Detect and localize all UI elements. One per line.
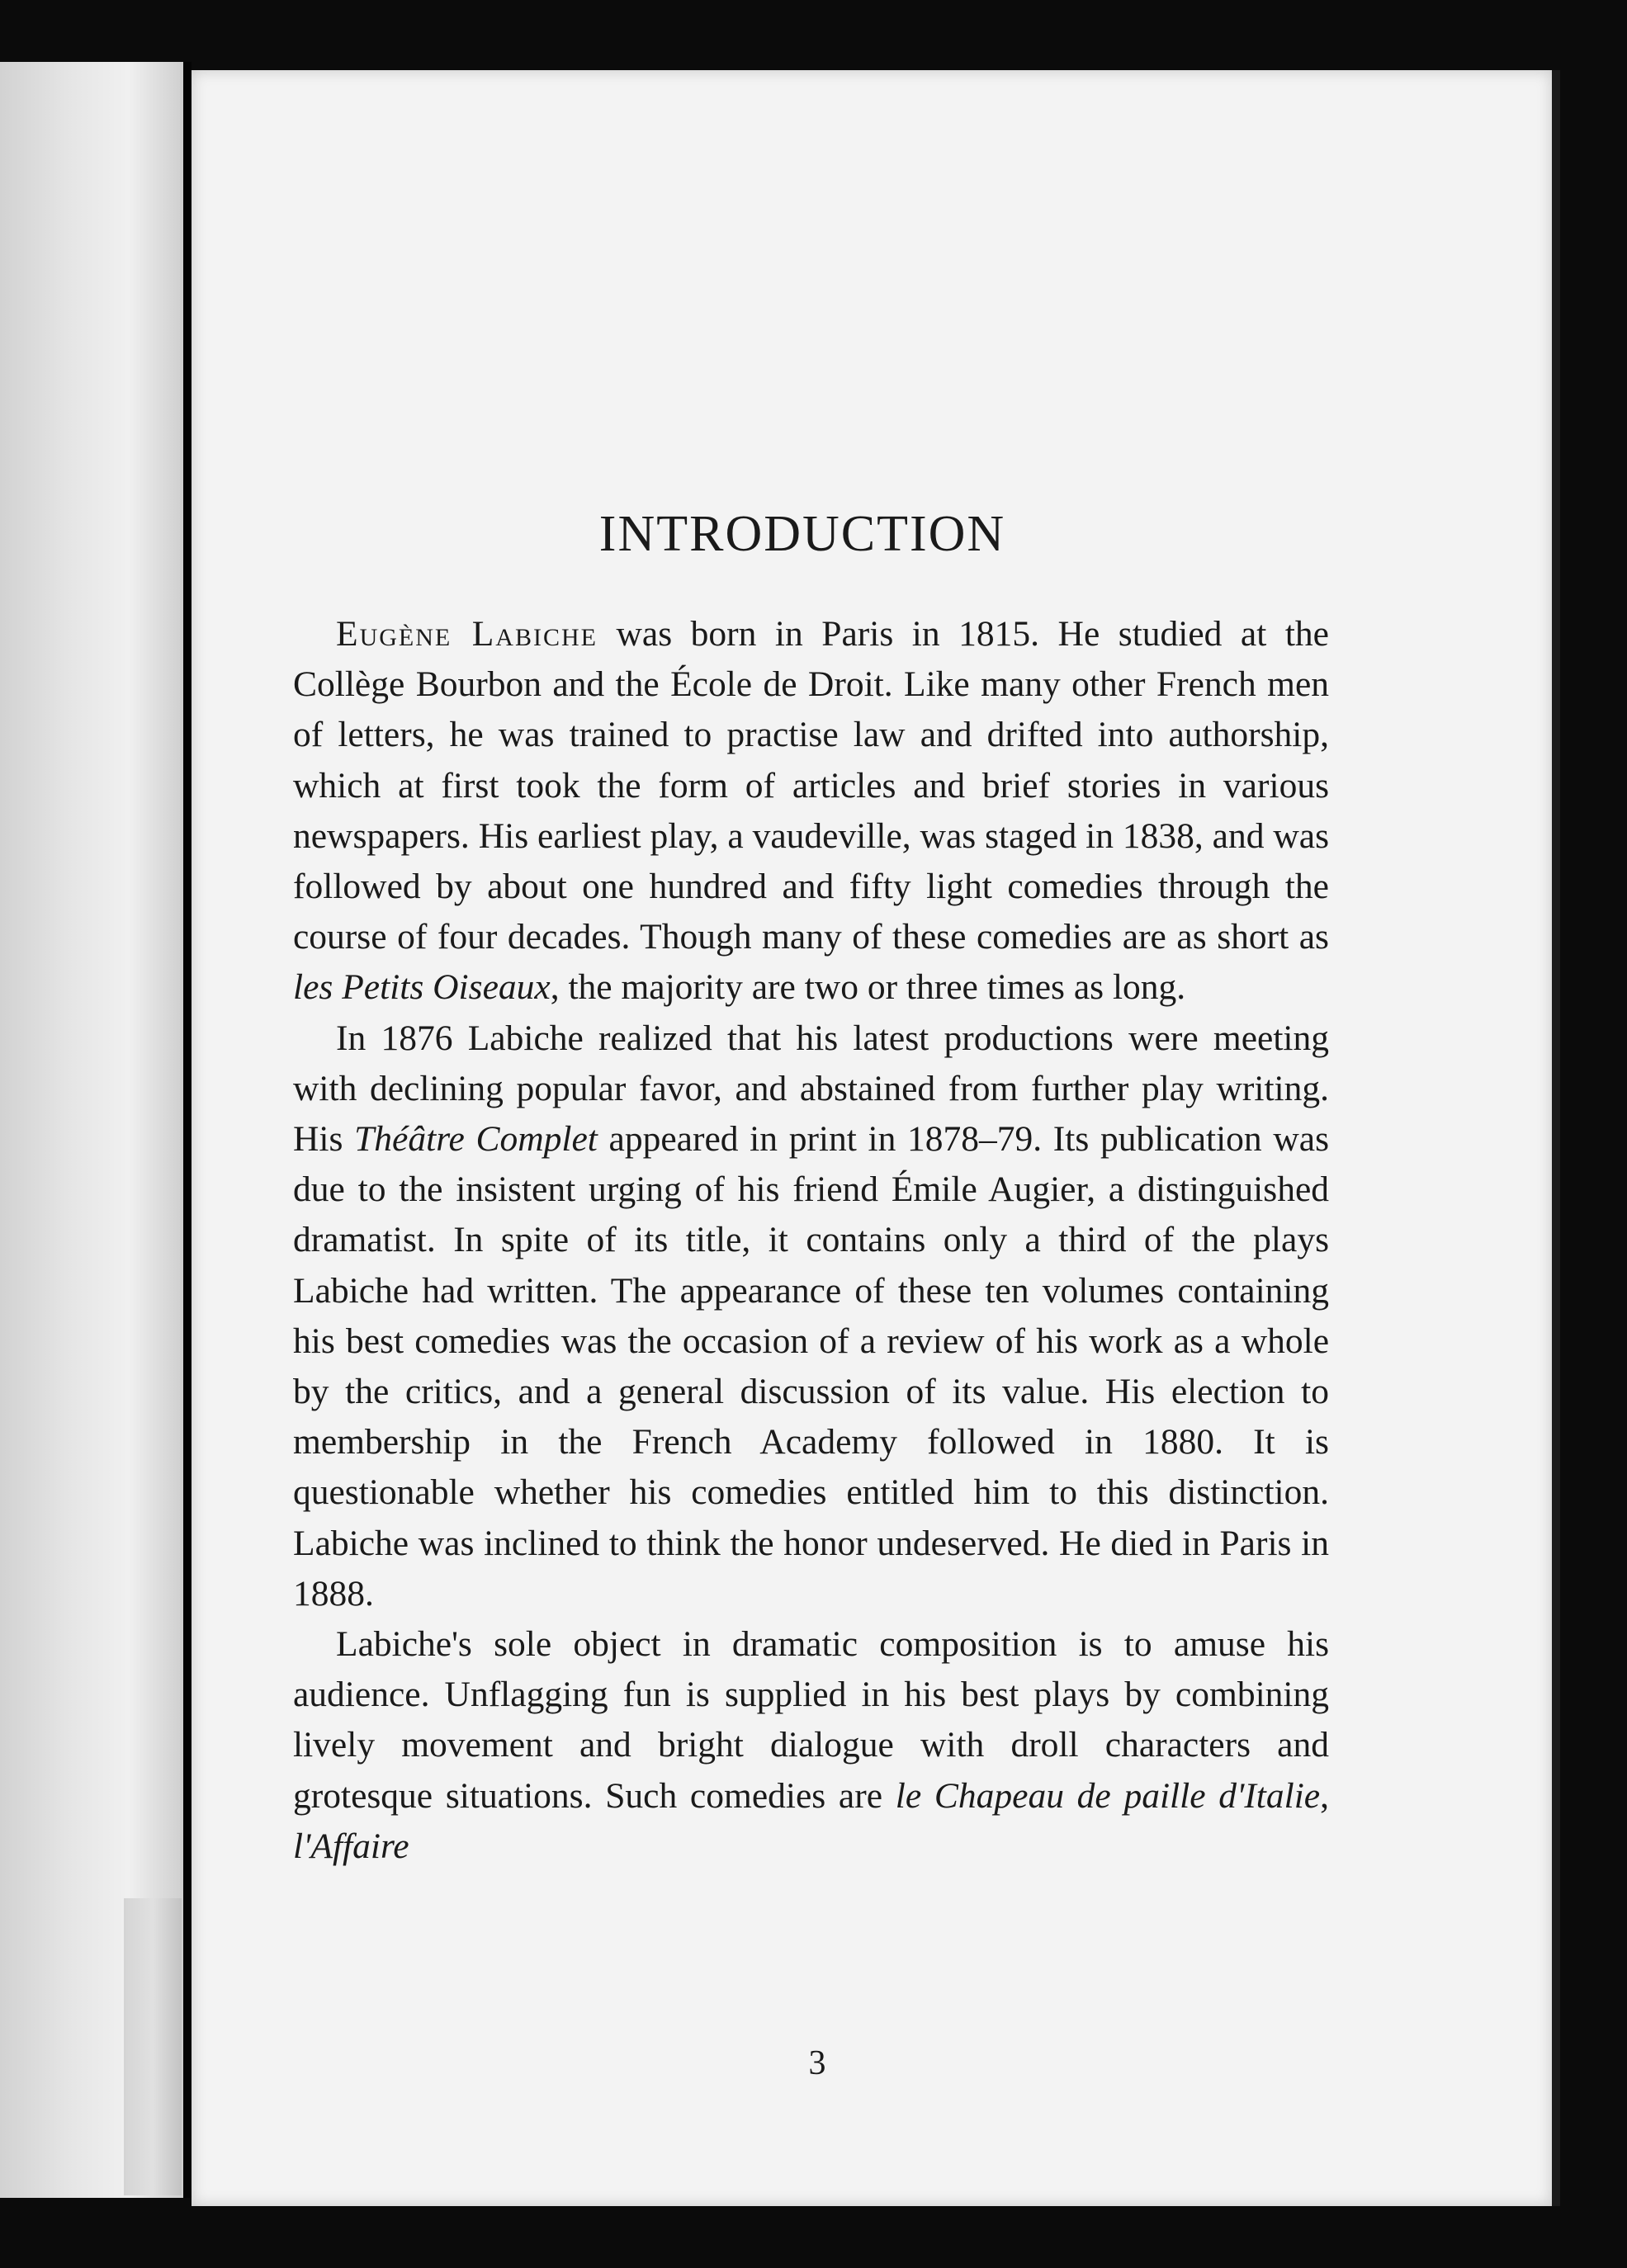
paragraph-3 [293, 1619, 1329, 1872]
page-right-shadow [1552, 70, 1560, 2206]
paragraph-1-italic-title: les Petits Oiseaux [293, 967, 551, 1008]
page-heading: INTRODUCTION [598, 506, 1006, 562]
paragraph-1-text-end: , the majority are two or three times as long. [550, 967, 1186, 1008]
left-page-wear [124, 1898, 182, 2195]
paragraph-3-italic-title-2: l'Affaire [293, 1826, 409, 1866]
left-page-edge [0, 62, 183, 2198]
paragraph-2-text: In 1876 Labiche realized that his latest productions were meeting with declining popular favor, and abstained from further play writing. His [293, 1018, 1329, 1160]
paragraph-3-italic-title-1: le Chapeau de paille d'Italie [895, 1775, 1321, 1816]
paragraph-2-italic-title: Théâtre Complet [354, 1119, 598, 1160]
paragraph-1 [293, 609, 1329, 1014]
book-gutter [183, 62, 192, 2198]
paragraph-2 [293, 1014, 1329, 1619]
paragraph-3-text: Labiche's sole object in dramatic composition is to amuse his audience. Unflagging fun is supplied in his best plays by combining lively movement and bright dialogue with droll characters and grotesque situations. Such comedies are [293, 1624, 1329, 1816]
page-number: 3 [808, 2044, 826, 2082]
paragraph-3-separator: , [1320, 1775, 1329, 1816]
body-text [293, 609, 1329, 1872]
author-name: Eugène Labiche [336, 614, 598, 654]
paragraph-2-text-end: appeared in print in 1878–79. Its publication was due to the insistent urging of his friend Émile Augier, a distinguished dramatist. In spite of its title, it contains only a third of the plays Labiche had written. The appearance of these ten volumes containing his best comedies was the occasion of a review of his work as a whole by the critics, and a general discussion of its value. His election to membership in the French Academy followed in 1880. It is questionable whether his comedies entitled him to this distinction. Labiche was inclined to think the honor undeserved. He died in Paris in 1888. [293, 1119, 1329, 1614]
paragraph-1-text: was born in Paris in 1815. He studied at the Collège Bourbon and the École de Droit. Like many other French men of letters, he was trained to practise law and drifted into authorship, which at first took the form of articles and brief stories in various newspapers. His earliest play, a vaudeville, was staged in 1838, and was followed by about one hundred and fifty light comedies through the course of four decades. Though many of these comedies are as short as [293, 614, 1329, 957]
